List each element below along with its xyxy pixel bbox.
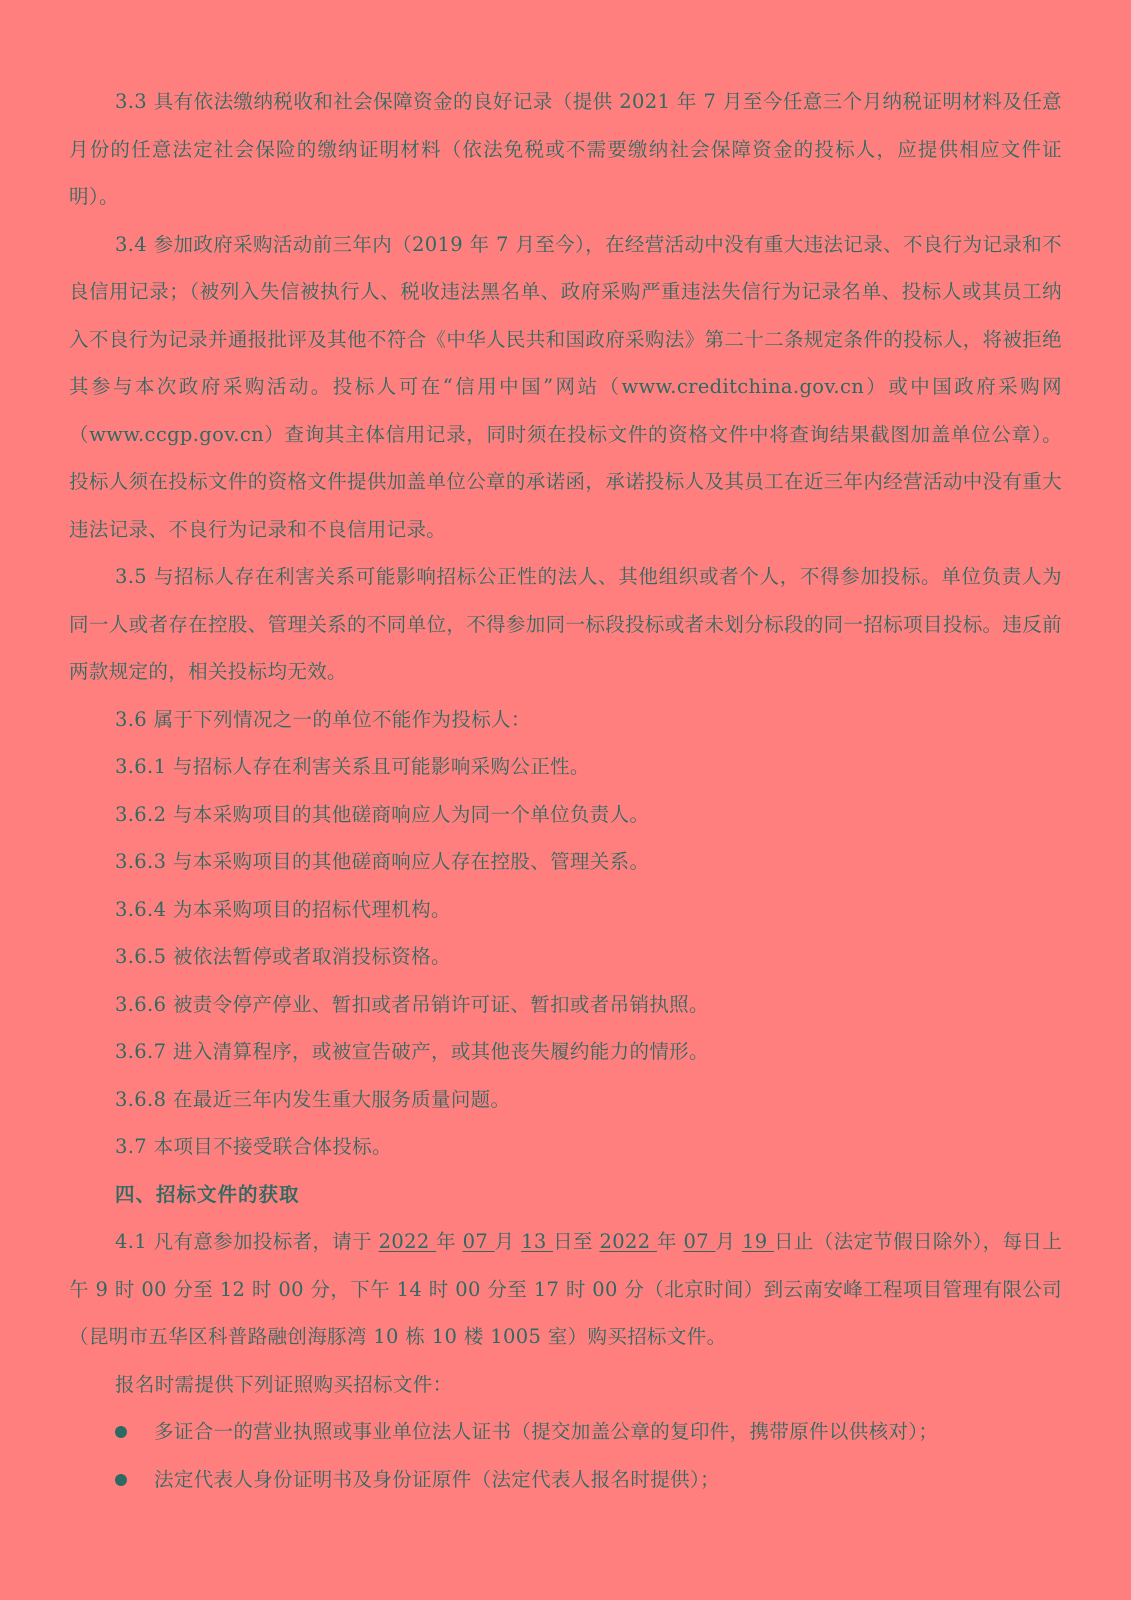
text-segment: 日止（法定节假日除外），每日上午 9 时 00 分至 12 时 00 分，下午 14 时 00 分至 17 时 00 分（北京时间）到云南安峰工程项目管理有限公司（昆明市五华区科普路融创海豚湾 10 栋 10 楼 1005 室）购买招标文件。 [69,1230,1063,1348]
bullet-icon [115,1474,127,1486]
paragraph-3-3: 3.3 具有依法缴纳税收和社会保障资金的良好记录（提供 2021 年 7 月至今任意三个月纳税证明材料及任意月份的任意法定社会保险的缴纳证明材料（依法免税或不需要缴纳社会保障资金的投标人，应提供相应文件证明）。 [69,90,1062,208]
paragraph-3-6-2: 3.6.2 与本采购项目的其他磋商响应人为同一个单位负责人。 [115,802,650,826]
text-segment: 4.1 凡有意参加投标者，请于 [115,1230,379,1253]
paragraph-3-6-4: 3.6.4 为本采购项目的招标代理机构。 [115,897,451,921]
paragraph-3-6-5: 3.6.5 被依法暂停或者取消投标资格。 [115,945,451,968]
list-item-text: 多证合一的营业执照或事业单位法人证书（提交加盖公章的复印件，携带原件以供核对）； [154,1420,939,1443]
paragraph-3-6: 3.6 属于下列情况之一的单位不能作为投标人： [115,707,531,731]
text-segment: 月 [494,1230,522,1253]
registration-intro: 报名时需提供下列证照购买招标文件： [115,1372,453,1396]
start-month: 07 [462,1230,495,1253]
paragraph-3-6-1: 3.6.1 与招标人存在利害关系且可能影响采购公正性。 [115,755,590,778]
paragraph-4-1 [69,1218,1062,1361]
paragraph-3-6-7: 3.6.7 进入清算程序，或被宣告破产，或其他丧失履约能力的情形。 [115,1040,709,1063]
list-item-text: 法定代表人身份证明书及身份证原件（法定代表人报名时提供）； [154,1467,720,1491]
text-segment: 日至 [553,1230,600,1253]
text-segment: 年 [657,1230,684,1253]
paragraph-3-6-3: 3.6.3 与本采购项目的其他磋商响应人存在控股、管理关系。 [115,850,650,873]
list-item [69,1456,1062,1504]
text-segment: 月 [715,1230,742,1253]
end-year: 2022 [599,1230,658,1253]
end-day: 19 [741,1230,775,1253]
paragraph-3-4: 3.4 参加政府采购活动前三年内（2019 年 7 月至今），在经营活动中没有重大违法记录、不良行为记录和不良信用记录；（被列入失信被执行人、税收违法黑名单、政府采购严重违法失信行为记录名单、投标人或其员工纳入不良行为记录并通报批评及其他不符合《中华人民共和国政府采购法》第二十二条规定条件的投标人，将被拒绝其参与本次政府采购活动。投标人可在“信用中国”网站（www.creditchina.gov.cn）或中国政府采购网（www.ccgp.gov.cn）查询其主体信用记录，同时须在投标文件的资格文件中将查询结果截图加盖单位公章）。投标人须在投标文件的资格文件提供加盖单位公章的承诺函，承诺投标人及其员工在近三年内经营活动中没有重大违法记录、不良行为记录和不良信用记录。 [69,232,1062,541]
bullet-icon [115,1426,127,1438]
end-month: 07 [683,1230,716,1253]
paragraph-3-5: 3.5 与招标人存在利害关系可能影响招标公正性的法人、其他组织或者个人，不得参加投标。单位负责人为同一人或者存在控股、管理关系的不同单位，不得参加同一标段投标或者未划分标段的同一招标项目投标。违反前两款规定的，相关投标均无效。 [69,565,1062,683]
document-page [69,78,1062,1503]
section-4-heading: 四、招标文件的获取 [115,1182,300,1206]
paragraph-3-6-6: 3.6.6 被责令停产停业、暂扣或者吊销许可证、暂扣或者吊销执照。 [115,992,709,1016]
paragraph-3-7: 3.7 本项目不接受联合体投标。 [115,1135,392,1158]
start-year: 2022 [378,1230,437,1253]
list-item [69,1408,1062,1456]
paragraph-3-6-8: 3.6.8 在最近三年内发生重大服务质量问题。 [115,1087,511,1111]
text-segment: 年 [436,1230,463,1253]
start-day: 13 [521,1230,554,1253]
